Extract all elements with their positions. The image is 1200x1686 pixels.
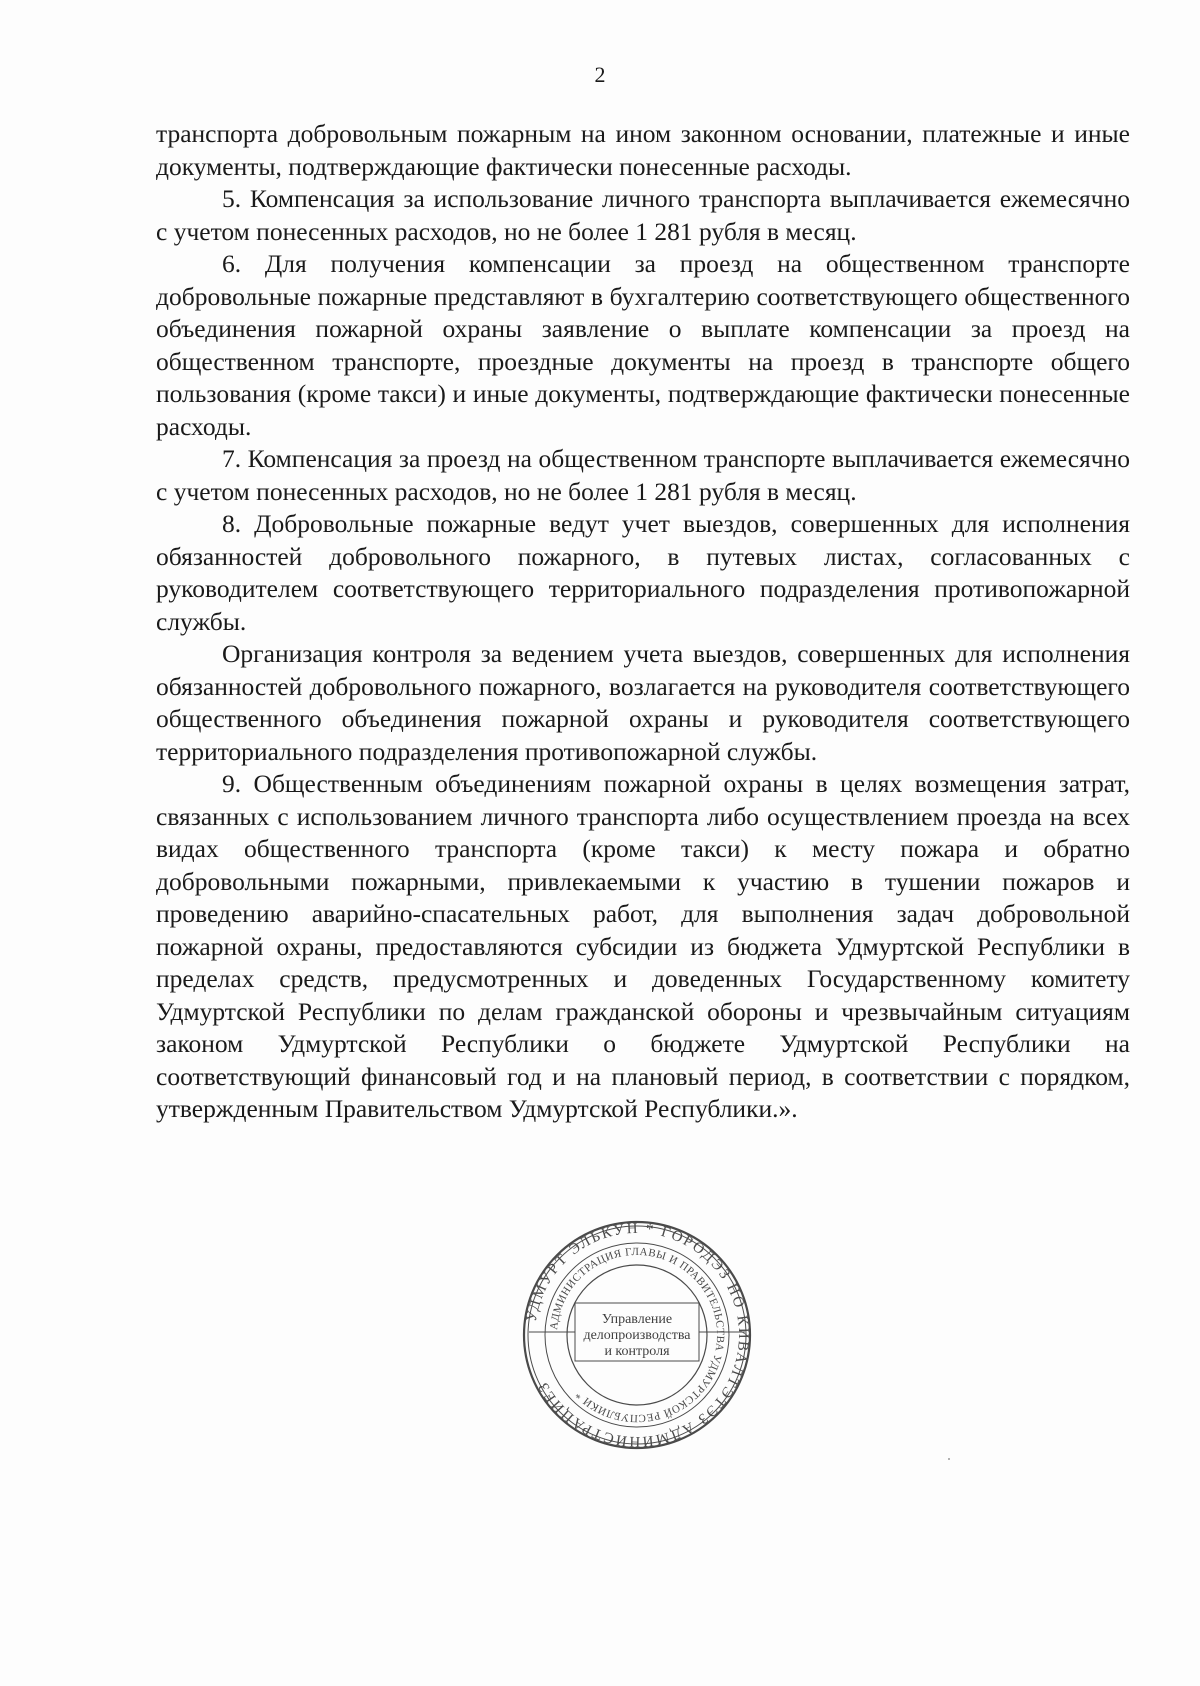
seal-center-line-1: Управление [601, 1312, 673, 1327]
paragraph-item-5: 5. Компенсация за использование личного транспорта выплачивается ежемесячно с учетом понесенных расходов, но не более 1 281 рубля в месяц. [156, 184, 1130, 246]
paragraph-item-7: 7. Компенсация за проезд на общественном транспорте выплачивается ежемесячно с учетом понесенных расходов, но не более 1 281 рубля в месяц. [156, 444, 1130, 506]
page-number: 2 [594, 62, 606, 87]
paragraph-continuation: транспорта добровольным пожарным на ином законном основании, платежные и иные документы, подтверждающие фактически понесенные расходы. [156, 119, 1130, 181]
seal-center-line-3: и контроля [604, 1344, 670, 1359]
seal-outer-ring-text: УДМУРТ ЭЛЬКУН * ГОРОДЭЗ НО КИВАЛТЭТЭЗ АДМИНИСТРАЦИЕЗ [523, 1220, 752, 1450]
paragraph-item-8: 8. Добровольные пожарные ведут учет выездов, совершенных для исполнения обязанностей добровольного пожарного, в путевых листах, согласованных с руководителем соответствующего территориального подразделения противопожарной службы. [156, 509, 1130, 636]
seal-center-line-2: делопроизводства [583, 1328, 691, 1343]
scan-speck [948, 1458, 950, 1460]
seal-inner-ring-text: АДМИНИСТРАЦИЯ ГЛАВЫ И ПРАВИТЕЛЬСТВА УДМУРТСКОЙ РЕСПУБЛИКИ * [548, 1245, 727, 1425]
paragraph-item-9: 9. Общественным объединениям пожарной охраны в целях возмещения затрат, связанных с использованием личного транспорта либо осуществлением проезда на всех видах общественного транспорта (кроме такси) к месту пожара и обратно добровольными пожарными, привлекаемыми к участию в тушении пожаров и проведению аварийно-спасательных работ, для выполнения задач добровольной пожарной охраны, предоставляются субсидии из бюджета Удмуртской Республики в пределах средств, предусмотренных и доведенных Государственному комитету Удмуртской Республики по делам гражданской обороны и чрезвычайным ситуациям законом Удмуртской Республики о бюджете Удмуртской Республики на соответствующий финансовый год и на плановый период, в соответствии с порядком, утвержденным Правительством Удмуртской Республики.». [156, 769, 1130, 1123]
paragraph-item-6: 6. Для получения компенсации за проезд на общественном транспорте добровольные пожарные представляют в бухгалтерию соответствующего общественного объединения пожарной охраны заявление о выплате компенсации за проезд на общественном транспорте, проездные документы на проезд в транспорте общего пользования (кроме такси) и иные документы, подтверждающие фактически понесенные расходы. [156, 249, 1130, 441]
official-seal [521, 1219, 753, 1451]
paragraph-control: Организация контроля за ведением учета выездов, совершенных для исполнения обязанностей добровольного пожарного, возлагается на руководителя соответствующего общественного объединения пожарной охраны и руководителя соответствующего территориального подразделения противопожарной службы. [156, 639, 1130, 766]
document-body [156, 118, 1130, 1126]
